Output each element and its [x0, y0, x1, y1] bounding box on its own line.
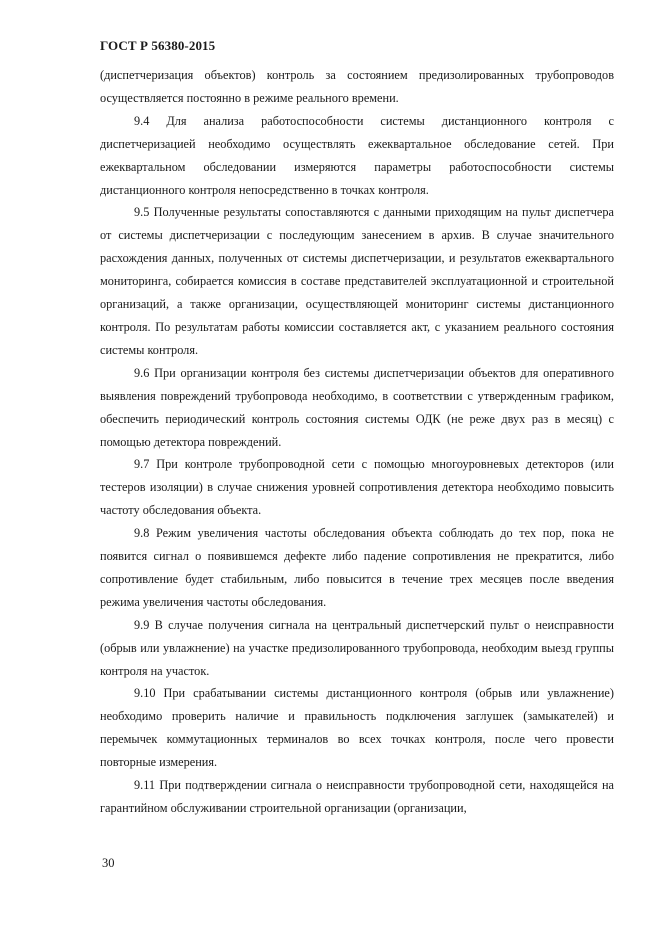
document-body [100, 64, 614, 820]
paragraph-9-7: 9.7 При контроле трубопроводной сети с помощью многоуровневых детекторов (или тестеров изоляции) в случае снижения уровней сопротивления детектора необходимо повысить частоту обследования объекта. [100, 457, 614, 518]
paragraph-continuation: (диспетчеризация объектов) контроль за состоянием предизолированных трубопроводов осуществляется постоянно в режиме реального времени. [100, 68, 614, 105]
paragraph-9-9: 9.9 В случае получения сигнала на центральный диспетчерский пульт о неисправности (обрыв или увлажнение) на участке предизолированного трубопровода, необходим выезд группы контроля на участок. [100, 617, 614, 678]
paragraph-9-5: 9.5 Полученные результаты сопоставляются с данными приходящим на пульт диспетчера от системы диспетчеризации с последующим занесением в архив. В случае значительного расхождения данных, полученных от системы диспетчеризации, и результатов ежеквартального мониторинга, собирается комиссия в составе представителей эксплуатационной и строительной организаций, а также организации, осуществляющей мониторинг системы дистанционного контроля. По результатам работы комиссии составляется акт, с указанием реального состояния системы контроля. [100, 205, 614, 357]
paragraph-9-10: 9.10 При срабатывании системы дистанционного контроля (обрыв или увлажнение) необходимо проверить наличие и правильность подключения заглушек (замыкателей) и перемычек коммутационных терминалов во всех точках контроля, после чего провести повторные измерения. [100, 686, 614, 770]
paragraph-9-6: 9.6 При организации контроля без системы диспетчеризации объектов для оперативного выявления повреждений трубопровода необходимо, в соответствии с утвержденным графиком, обеспечить периодический контроль состояния системы ОДК (не реже двух раз в месяц) с помощью детектора повреждений. [100, 365, 614, 449]
document-header: ГОСТ Р 56380-2015 [100, 38, 216, 53]
paragraph-9-8: 9.8 Режим увеличения частоты обследования объекта соблюдать до тех пор, пока не появится сигнал о появившемся дефекте либо падение сопротивления не прекратится, либо сопротивление будет стабильным, либо повысится в течение трех месяцев после введения режима увеличения частоты обследования. [100, 526, 614, 609]
paragraph-9-11: 9.11 При подтверждении сигнала о неисправности трубопроводной сети, находящейся на гарантийном обслуживании строительной организации (организации, [100, 778, 614, 815]
paragraph-9-4: 9.4 Для анализа работоспособности системы дистанционного контроля с диспетчеризацией необходимо осуществлять ежеквартальное обследование сетей. При ежеквартальном обследовании измеряются параметры работоспособности системы дистанционного контроля непосредственно в точках контроля. [100, 113, 614, 197]
page-number: 30 [102, 856, 115, 870]
